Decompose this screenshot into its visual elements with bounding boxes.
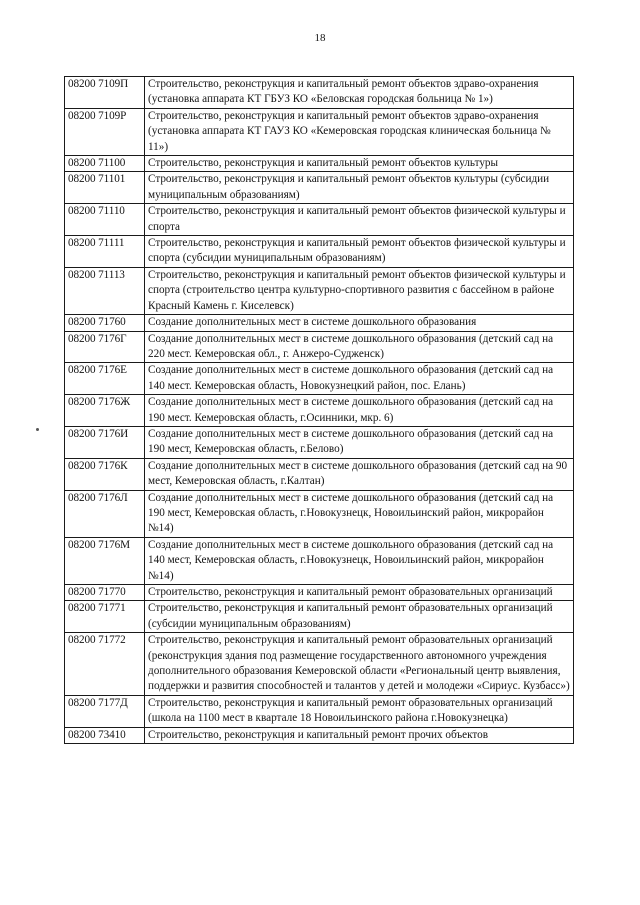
stray-dot xyxy=(36,428,39,431)
table-row xyxy=(65,426,574,458)
table-row xyxy=(65,537,574,584)
code-cell: 08200 7176Е xyxy=(65,363,145,395)
description-cell: Строительство, реконструкция и капитальный ремонт объектов физической культуры и спорта xyxy=(145,204,574,236)
table-row xyxy=(65,585,574,601)
code-cell: 08200 7176Ж xyxy=(65,395,145,427)
description-cell: Создание дополнительных мест в системе дошкольного образования (детский сад на 190 мест, Кемеровская область, г.Белово) xyxy=(145,426,574,458)
description-cell: Строительство, реконструкция и капитальный ремонт прочих объектов xyxy=(145,727,574,743)
code-cell: 08200 71111 xyxy=(65,236,145,268)
description-cell: Строительство, реконструкция и капитальный ремонт объектов культуры (субсидии муниципальным образованиям) xyxy=(145,172,574,204)
code-cell: 08200 71771 xyxy=(65,601,145,633)
table-row xyxy=(65,77,574,109)
description-cell: Строительство, реконструкция и капитальный ремонт объектов здраво-охранения (установка аппарата КТ ГБУЗ КО «Беловская городская больница № 1») xyxy=(145,77,574,109)
code-cell: 08200 7176К xyxy=(65,458,145,490)
table-row xyxy=(65,363,574,395)
table-row xyxy=(65,156,574,172)
description-cell: Строительство, реконструкция и капитальный ремонт образовательных организаций (реконструкция здания под размещение государственного автономного учреждения дополнительного образования Кемеровской области «Региональный центр выявления, поддержки и развития способностей и талантов у детей и молодежи «Сириус. Кузбасс») xyxy=(145,633,574,696)
description-cell: Создание дополнительных мест в системе дошкольного образования (детский сад на 140 мест, Кемеровская область, г.Новокузнецк, Новоильинский район, микрорайон №14) xyxy=(145,537,574,584)
table-body xyxy=(65,77,574,744)
code-cell: 08200 7109Р xyxy=(65,108,145,155)
description-cell: Создание дополнительных мест в системе дошкольного образования (детский сад на 190 мест, Кемеровская область, г.Новокузнецк, Новоильинский район, микрорайон №14) xyxy=(145,490,574,537)
description-cell: Создание дополнительных мест в системе дошкольного образования xyxy=(145,315,574,331)
code-cell: 08200 71100 xyxy=(65,156,145,172)
code-cell: 08200 71772 xyxy=(65,633,145,696)
code-cell: 08200 73410 xyxy=(65,727,145,743)
table-row xyxy=(65,315,574,331)
description-cell: Строительство, реконструкция и капитальный ремонт образовательных организаций (субсидии муниципальным образованиям) xyxy=(145,601,574,633)
page-number: 18 xyxy=(314,32,326,44)
description-cell: Строительство, реконструкция и капитальный ремонт образовательных организаций (школа на 1100 мест в квартале 18 Новоильинского района г.Новокузнецка) xyxy=(145,695,574,727)
code-cell: 08200 7176И xyxy=(65,426,145,458)
table-row xyxy=(65,236,574,268)
table-row xyxy=(65,458,574,490)
description-cell: Строительство, реконструкция и капитальный ремонт объектов здраво-охранения (установка аппарата КТ ГАУЗ КО «Кемеровская городская клиническая больница № 11») xyxy=(145,108,574,155)
table-row xyxy=(65,633,574,696)
code-cell: 08200 71113 xyxy=(65,267,145,314)
description-cell: Создание дополнительных мест в системе дошкольного образования (детский сад на 140 мест. Кемеровская область, Новокузнецкий район, пос. Елань) xyxy=(145,363,574,395)
code-cell: 08200 71110 xyxy=(65,204,145,236)
table-row xyxy=(65,108,574,155)
table-row xyxy=(65,395,574,427)
table-row xyxy=(65,204,574,236)
description-cell: Строительство, реконструкция и капитальный ремонт объектов физической культуры и спорта (строительство центра культурно-спортивного развития с бассейном в районе Красный Камень г. Киселевск) xyxy=(145,267,574,314)
description-cell: Создание дополнительных мест в системе дошкольного образования (детский сад на 190 мест. Кемеровская область, г.Осинники, мкр. 6) xyxy=(145,395,574,427)
code-cell: 08200 71101 xyxy=(65,172,145,204)
code-cell: 08200 71770 xyxy=(65,585,145,601)
description-cell: Строительство, реконструкция и капитальный ремонт объектов физической культуры и спорта (субсидии муниципальным образованиям) xyxy=(145,236,574,268)
code-cell: 08200 7176Л xyxy=(65,490,145,537)
code-cell: 08200 7177Д xyxy=(65,695,145,727)
table-row xyxy=(65,601,574,633)
code-cell: 08200 7109П xyxy=(65,77,145,109)
code-cell: 08200 7176М xyxy=(65,537,145,584)
description-cell: Создание дополнительных мест в системе дошкольного образования (детский сад на 220 мест. Кемеровская обл., г. Анжеро-Судженск) xyxy=(145,331,574,363)
table-row xyxy=(65,267,574,314)
table-row xyxy=(65,172,574,204)
table-row xyxy=(65,331,574,363)
table-row xyxy=(65,490,574,537)
code-cell: 08200 7176Г xyxy=(65,331,145,363)
table-row xyxy=(65,727,574,743)
description-cell: Строительство, реконструкция и капитальный ремонт объектов культуры xyxy=(145,156,574,172)
description-cell: Строительство, реконструкция и капитальный ремонт образовательных организаций xyxy=(145,585,574,601)
code-cell: 08200 71760 xyxy=(65,315,145,331)
description-cell: Создание дополнительных мест в системе дошкольного образования (детский сад на 90 мест, Кемеровская область, г.Калтан) xyxy=(145,458,574,490)
budget-code-table xyxy=(64,76,574,744)
table-row xyxy=(65,695,574,727)
